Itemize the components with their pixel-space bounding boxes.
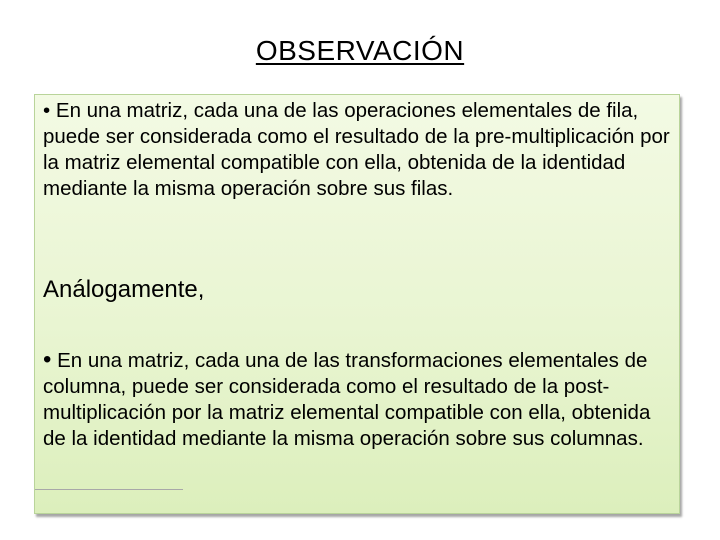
paragraph-columnas-text: En una matriz, cada una de las transformaciones elementales de columna, puede ser considerada como el resultado de la post-multiplicación por la matriz elemental compatible con ella, obtenida de la identidad mediante la misma operación sobre sus columnas. xyxy=(43,349,651,450)
bullet-icon: • xyxy=(43,99,51,122)
connector-text: Análogamente, xyxy=(43,276,205,303)
content-box xyxy=(34,94,680,514)
bullet-icon: • xyxy=(43,346,52,373)
slide-title xyxy=(0,34,720,68)
title-text: OBSERVACIÓN xyxy=(255,35,465,66)
paragraph-columnas xyxy=(43,347,673,452)
divider-line xyxy=(35,489,183,490)
paragraph-filas-text: En una matriz, cada una de las operaciones elementales de fila, puede ser considerada como el resultado de la pre-multiplicación por la matriz elemental compatible con ella, obtenida de la identidad mediante la misma operación sobre sus filas. xyxy=(43,99,670,200)
paragraph-filas xyxy=(43,98,673,202)
